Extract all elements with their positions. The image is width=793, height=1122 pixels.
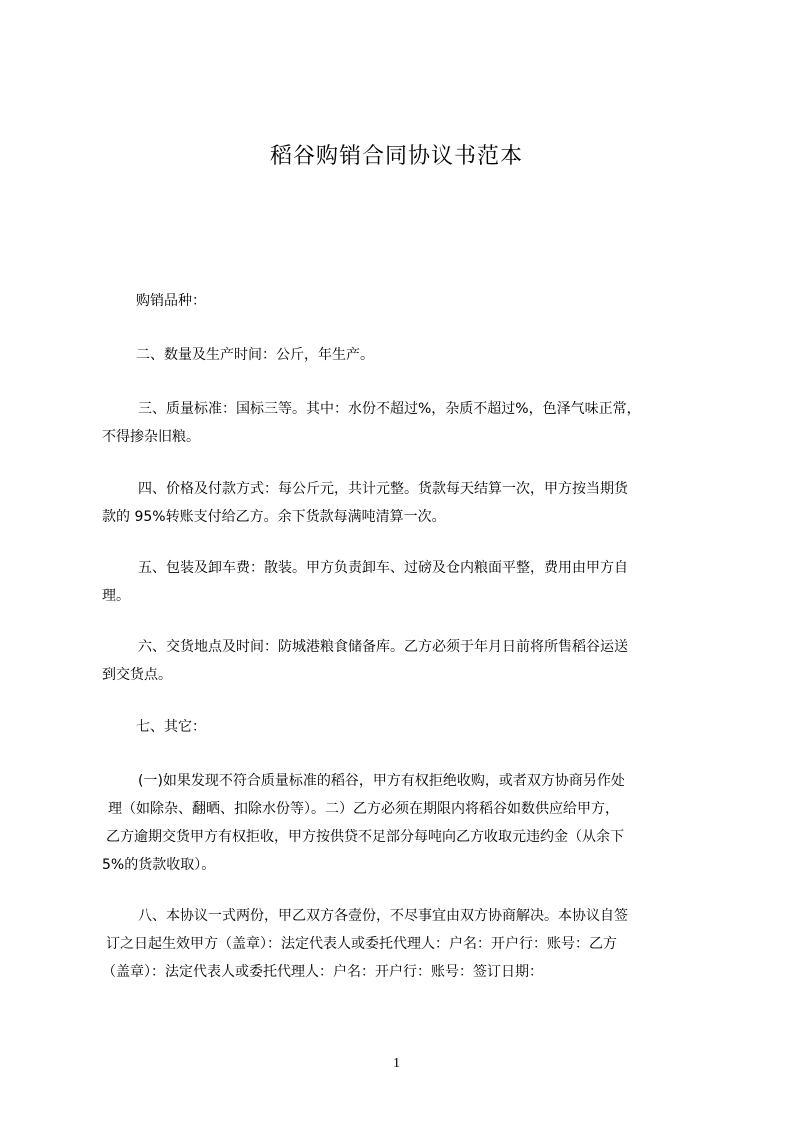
paragraph-line: 理（如除杂、翻晒、扣除水份等）。二）乙方必须在期限内将稻谷如数供应给甲方， (108, 801, 619, 817)
paragraph-line: 款的 95%转账支付给乙方。余下货款每满吨清算一次。 (102, 509, 446, 525)
paragraph-line: 订之日起生效甲方（盖章）：法定代表人或委托代理人：户名：开户行：账号：乙方 (106, 936, 617, 952)
paragraph-line: (一)如果发现不符合质量标准的稻谷，甲方有权拒绝收购，或者双方协商另作处 (138, 773, 625, 789)
paragraph-quality (102, 395, 641, 451)
paragraph-delivery (102, 633, 628, 689)
paragraph-line: 乙方逾期交货甲方有权拒收，甲方按供贷不足部分每吨向乙方收取元违约金（从余下 (106, 829, 624, 845)
document-title: 稻谷购销合同协议书范本 (269, 144, 523, 169)
paragraph-price-payment (102, 475, 628, 531)
paragraph-line: 三、质量标准：国标三等。其中：水份不超过%，杂质不超过%，色泽气味正常， (138, 401, 641, 417)
paragraph-product-variety (136, 287, 206, 315)
paragraph-line: 六、交货地点及时间：防城港粮食储备库。乙方必须于年月日前将所售稻谷运送 (138, 639, 628, 655)
paragraph-signature-terms (102, 902, 628, 986)
paragraph-line: 5%的货款收取）。 (102, 857, 216, 873)
paragraph-other (136, 713, 206, 741)
paragraph-quantity (136, 341, 374, 369)
paragraph-line: 五、包装及卸车费：散装。甲方负责卸车、过磅及仓内粮面平整，费用由甲方自 (138, 560, 628, 576)
paragraph-line: （盖章）：法定代表人或委托代理人：户名：开户行：账号：签订日期： (102, 964, 543, 980)
page-number: 1 (393, 1056, 400, 1071)
paragraph-line: 四、价格及付款方式：每公斤元，共计元整。货款每天结算一次，甲方按当期货 (138, 481, 628, 497)
paragraph-line: 七、其它： (136, 719, 206, 735)
paragraph-line: 不得掺杂旧粮。 (102, 429, 200, 445)
paragraph-line: 二、数量及生产时间：公斤，年生产。 (136, 347, 374, 363)
paragraph-packaging (102, 554, 628, 610)
paragraph-line: 到交货点。 (102, 667, 172, 683)
paragraph-line: 购销品种： (136, 293, 206, 309)
paragraph-line: 八、本协议一式两份，甲乙双方各壹份，不尽事宜由双方协商解决。本协议自签 (138, 908, 628, 924)
paragraph-line: 理。 (102, 588, 130, 604)
paragraph-clause-one (102, 767, 625, 879)
